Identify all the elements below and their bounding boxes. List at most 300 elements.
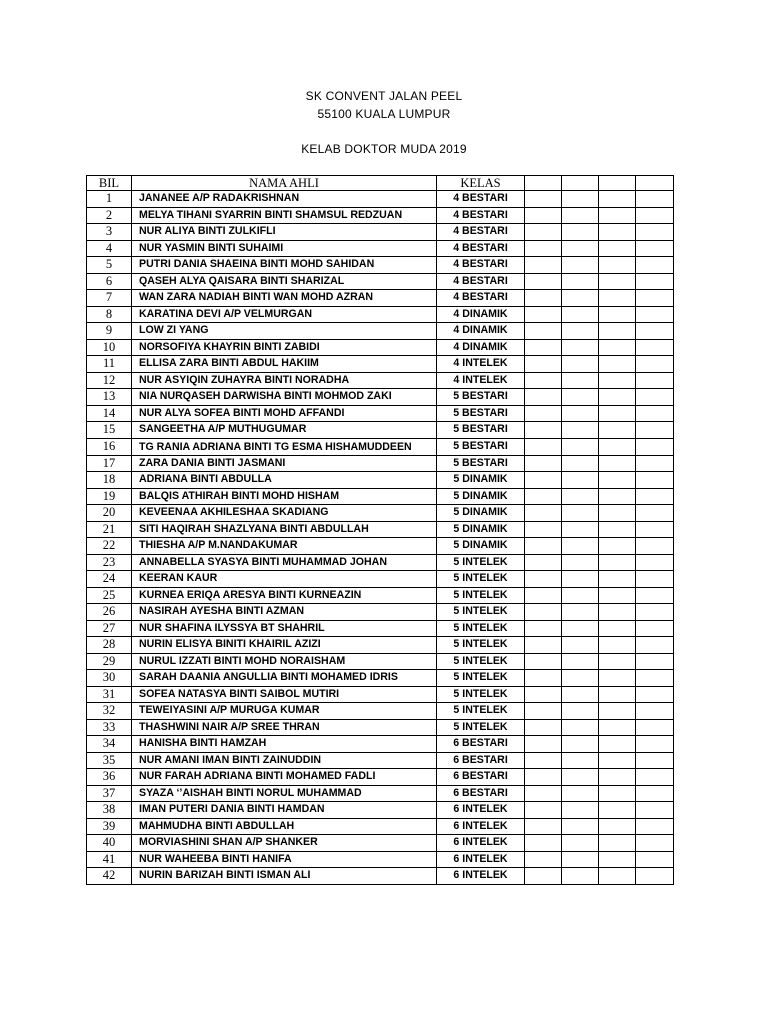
member-name: SARAH DAANIA ANGULLIA BINTI MOHAMED IDRIS	[132, 670, 437, 687]
row-number: 4	[87, 240, 132, 257]
blank-cell	[562, 323, 599, 340]
table-header-row	[87, 176, 674, 191]
blank-cell	[562, 653, 599, 670]
blank-cell	[636, 273, 674, 290]
blank-cell	[599, 521, 636, 538]
blank-cell	[599, 637, 636, 654]
blank-cell	[636, 851, 674, 868]
blank-cell	[636, 653, 674, 670]
blank-cell	[562, 356, 599, 373]
blank-cell	[525, 505, 562, 522]
member-name: ANNABELLA SYASYA BINTI MUHAMMAD JOHAN	[132, 554, 437, 571]
blank-cell	[636, 868, 674, 885]
row-number: 35	[87, 752, 132, 769]
member-class: 4 BESTARI	[437, 224, 525, 241]
blank-cell	[636, 686, 674, 703]
member-class: 5 DINAMIK	[437, 472, 525, 489]
member-class: 5 DINAMIK	[437, 521, 525, 538]
blank-cell	[525, 207, 562, 224]
member-name: KEERAN KAUR	[132, 571, 437, 588]
blank-cell	[525, 422, 562, 439]
blank-cell	[525, 604, 562, 621]
blank-cell	[599, 538, 636, 555]
row-number: 14	[87, 405, 132, 422]
blank-cell	[562, 488, 599, 505]
table-row	[87, 818, 674, 835]
blank-cell	[636, 604, 674, 621]
blank-cell	[562, 191, 599, 208]
blank-cell	[525, 868, 562, 885]
member-name: BALQIS ATHIRAH BINTI MOHD HISHAM	[132, 488, 437, 505]
school-name: SK CONVENT JALAN PEEL	[305, 89, 463, 103]
member-name: SANGEETHA A/P MUTHUGUMAR	[132, 422, 437, 439]
blank-cell	[562, 472, 599, 489]
blank-cell	[636, 290, 674, 307]
blank-cell	[599, 306, 636, 323]
table-row	[87, 455, 674, 472]
blank-cell	[562, 670, 599, 687]
member-class: 5 INTELEK	[437, 719, 525, 736]
blank-cell	[636, 405, 674, 422]
blank-cell	[562, 802, 599, 819]
member-name: MAHMUDHA BINTI ABDULLAH	[132, 818, 437, 835]
table-row	[87, 752, 674, 769]
blank-cell	[562, 273, 599, 290]
row-number: 5	[87, 257, 132, 274]
row-number: 13	[87, 389, 132, 406]
member-class: 5 BESTARI	[437, 455, 525, 472]
row-number: 18	[87, 472, 132, 489]
member-name: MORVIASHINI SHAN A/P SHANKER	[132, 835, 437, 852]
blank-cell	[599, 670, 636, 687]
row-number: 16	[87, 438, 132, 455]
member-name: HANISHA BINTI HAMZAH	[132, 736, 437, 753]
member-class: 5 DINAMIK	[437, 505, 525, 522]
table-row	[87, 472, 674, 489]
table-row	[87, 686, 674, 703]
blank-cell	[525, 372, 562, 389]
blank-cell	[599, 868, 636, 885]
member-name: KARATINA DEVI A/P VELMURGAN	[132, 306, 437, 323]
blank-cell	[636, 835, 674, 852]
blank-cell	[525, 472, 562, 489]
row-number: 22	[87, 538, 132, 555]
member-class: 6 INTELEK	[437, 835, 525, 852]
member-name: SITI HAQIRAH SHAZLYANA BINTI ABDULLAH	[132, 521, 437, 538]
blank-cell	[599, 488, 636, 505]
member-class: 6 BESTARI	[437, 736, 525, 753]
table-row	[87, 538, 674, 555]
member-class: 6 BESTARI	[437, 769, 525, 786]
blank-cell	[599, 736, 636, 753]
blank-cell	[562, 372, 599, 389]
member-class: 5 INTELEK	[437, 637, 525, 654]
blank-header-cell	[525, 176, 562, 191]
blank-cell	[525, 785, 562, 802]
member-name: THASHWINI NAIR A/P SREE THRAN	[132, 719, 437, 736]
blank-cell	[636, 571, 674, 588]
row-number: 29	[87, 653, 132, 670]
blank-cell	[525, 571, 562, 588]
member-class: 5 DINAMIK	[437, 488, 525, 505]
member-class: 4 INTELEK	[437, 372, 525, 389]
table-row	[87, 224, 674, 241]
blank-cell	[525, 653, 562, 670]
member-class: 4 BESTARI	[437, 257, 525, 274]
blank-cell	[599, 257, 636, 274]
blank-cell	[525, 752, 562, 769]
blank-cell	[525, 257, 562, 274]
row-number: 8	[87, 306, 132, 323]
member-class: 4 BESTARI	[437, 273, 525, 290]
blank-cell	[636, 339, 674, 356]
blank-cell	[599, 505, 636, 522]
blank-cell	[636, 323, 674, 340]
blank-cell	[599, 604, 636, 621]
table-row	[87, 719, 674, 736]
table-row	[87, 868, 674, 885]
blank-cell	[562, 207, 599, 224]
row-number: 38	[87, 802, 132, 819]
blank-cell	[599, 653, 636, 670]
blank-cell	[525, 538, 562, 555]
table-row	[87, 240, 674, 257]
blank-cell	[636, 372, 674, 389]
member-name: KURNEA ERIQA ARESYA BINTI KURNEAZIN	[132, 587, 437, 604]
member-class: 6 BESTARI	[437, 752, 525, 769]
blank-cell	[636, 257, 674, 274]
member-class: 5 BESTARI	[437, 389, 525, 406]
blank-cell	[525, 438, 562, 455]
column-header-bil: BIL	[87, 176, 132, 191]
blank-cell	[562, 389, 599, 406]
row-number: 33	[87, 719, 132, 736]
table-row	[87, 306, 674, 323]
row-number: 30	[87, 670, 132, 687]
row-number: 7	[87, 290, 132, 307]
blank-cell	[562, 752, 599, 769]
table-row	[87, 438, 674, 455]
table-row	[87, 736, 674, 753]
blank-cell	[636, 719, 674, 736]
member-name: NIA NURQASEH DARWISHA BINTI MOHMOD ZAKI	[132, 389, 437, 406]
blank-cell	[636, 752, 674, 769]
school-address: 55100 KUALA LUMPUR	[317, 107, 451, 121]
member-class: 5 BESTARI	[437, 438, 525, 455]
member-name: NURUL IZZATI BINTI MOHD NORAISHAM	[132, 653, 437, 670]
blank-cell	[525, 521, 562, 538]
blank-cell	[562, 306, 599, 323]
blank-cell	[636, 785, 674, 802]
table-row	[87, 802, 674, 819]
member-name: NUR SHAFINA ILYSSYA BT SHAHRIL	[132, 620, 437, 637]
blank-cell	[636, 587, 674, 604]
blank-cell	[599, 405, 636, 422]
member-name: NUR ASYIQIN ZUHAYRA BINTI NORADHA	[132, 372, 437, 389]
blank-cell	[599, 472, 636, 489]
blank-cell	[525, 273, 562, 290]
table-row	[87, 405, 674, 422]
blank-cell	[525, 405, 562, 422]
row-number: 10	[87, 339, 132, 356]
blank-cell	[525, 769, 562, 786]
blank-cell	[525, 851, 562, 868]
blank-cell	[562, 240, 599, 257]
blank-cell	[525, 356, 562, 373]
blank-header-cell	[636, 176, 674, 191]
table-row	[87, 769, 674, 786]
blank-cell	[636, 224, 674, 241]
table-row	[87, 620, 674, 637]
blank-cell	[636, 538, 674, 555]
blank-cell	[599, 802, 636, 819]
blank-cell	[636, 637, 674, 654]
member-class: 4 DINAMIK	[437, 306, 525, 323]
table-row	[87, 653, 674, 670]
blank-cell	[525, 290, 562, 307]
blank-cell	[636, 736, 674, 753]
blank-cell	[599, 752, 636, 769]
blank-cell	[599, 389, 636, 406]
blank-cell	[562, 868, 599, 885]
blank-cell	[599, 554, 636, 571]
member-name: JANANEE A/P RADAKRISHNAN	[132, 191, 437, 208]
member-class: 6 INTELEK	[437, 818, 525, 835]
table-row	[87, 587, 674, 604]
row-number: 37	[87, 785, 132, 802]
blank-cell	[525, 637, 562, 654]
blank-cell	[599, 207, 636, 224]
blank-cell	[599, 438, 636, 455]
row-number: 39	[87, 818, 132, 835]
blank-cell	[599, 686, 636, 703]
row-number: 32	[87, 703, 132, 720]
blank-cell	[562, 818, 599, 835]
blank-cell	[562, 505, 599, 522]
member-name: ADRIANA BINTI ABDULLA	[132, 472, 437, 489]
member-name: THIESHA A/P M.NANDAKUMAR	[132, 538, 437, 555]
blank-cell	[636, 356, 674, 373]
blank-cell	[525, 736, 562, 753]
blank-cell	[525, 323, 562, 340]
member-name: NURIN BARIZAH BINTI ISMAN ALI	[132, 868, 437, 885]
row-number: 27	[87, 620, 132, 637]
table-row	[87, 422, 674, 439]
blank-cell	[599, 372, 636, 389]
member-name: NUR ALIYA BINTI ZULKIFLI	[132, 224, 437, 241]
member-name: QASEH ALYA QAISARA BINTI SHARIZAL	[132, 273, 437, 290]
blank-cell	[636, 389, 674, 406]
row-number: 28	[87, 637, 132, 654]
club-title: KELAB DOKTOR MUDA 2019	[301, 142, 467, 156]
member-name: NUR FARAH ADRIANA BINTI MOHAMED FADLI	[132, 769, 437, 786]
blank-cell	[562, 851, 599, 868]
table-row	[87, 389, 674, 406]
blank-cell	[636, 703, 674, 720]
row-number: 21	[87, 521, 132, 538]
member-class: 4 DINAMIK	[437, 323, 525, 340]
member-class: 5 BESTARI	[437, 405, 525, 422]
row-number: 24	[87, 571, 132, 588]
member-class: 5 DINAMIK	[437, 538, 525, 555]
member-class: 5 INTELEK	[437, 686, 525, 703]
blank-cell	[525, 587, 562, 604]
table-row	[87, 323, 674, 340]
member-class: 4 BESTARI	[437, 207, 525, 224]
table-row	[87, 207, 674, 224]
row-number: 25	[87, 587, 132, 604]
member-name: MELYA TIHANI SYARRIN BINTI SHAMSUL REDZUAN	[132, 207, 437, 224]
blank-cell	[636, 521, 674, 538]
table-row	[87, 670, 674, 687]
row-number: 9	[87, 323, 132, 340]
member-class: 4 BESTARI	[437, 240, 525, 257]
blank-cell	[599, 224, 636, 241]
blank-cell	[525, 802, 562, 819]
row-number: 15	[87, 422, 132, 439]
member-name: LOW ZI YANG	[132, 323, 437, 340]
blank-cell	[636, 422, 674, 439]
member-class: 5 INTELEK	[437, 620, 525, 637]
blank-cell	[636, 240, 674, 257]
blank-cell	[599, 339, 636, 356]
blank-cell	[562, 620, 599, 637]
blank-cell	[525, 620, 562, 637]
blank-cell	[562, 339, 599, 356]
blank-cell	[562, 686, 599, 703]
row-number: 3	[87, 224, 132, 241]
member-class: 5 BESTARI	[437, 422, 525, 439]
member-name: NUR YASMIN BINTI SUHAIMI	[132, 240, 437, 257]
blank-cell	[525, 554, 562, 571]
member-class: 6 INTELEK	[437, 802, 525, 819]
table-row	[87, 604, 674, 621]
blank-cell	[636, 207, 674, 224]
member-class: 5 INTELEK	[437, 703, 525, 720]
row-number: 12	[87, 372, 132, 389]
blank-cell	[636, 670, 674, 687]
row-number: 19	[87, 488, 132, 505]
blank-cell	[599, 290, 636, 307]
table-row	[87, 290, 674, 307]
blank-cell	[636, 505, 674, 522]
table-row	[87, 521, 674, 538]
member-class: 4 BESTARI	[437, 191, 525, 208]
member-class: 4 BESTARI	[437, 290, 525, 307]
blank-cell	[562, 422, 599, 439]
blank-cell	[636, 620, 674, 637]
member-class: 5 INTELEK	[437, 554, 525, 571]
blank-cell	[599, 587, 636, 604]
member-class: 5 INTELEK	[437, 604, 525, 621]
member-name: KEVEENAA AKHILESHAA SKADIANG	[132, 505, 437, 522]
blank-cell	[599, 835, 636, 852]
member-class: 5 INTELEK	[437, 587, 525, 604]
blank-cell	[562, 224, 599, 241]
table-row	[87, 191, 674, 208]
member-class: 6 BESTARI	[437, 785, 525, 802]
table-row	[87, 571, 674, 588]
column-header-kelas: KELAS	[437, 176, 525, 191]
blank-cell	[562, 290, 599, 307]
blank-cell	[562, 538, 599, 555]
row-number: 41	[87, 851, 132, 868]
blank-cell	[525, 835, 562, 852]
member-class: 5 INTELEK	[437, 670, 525, 687]
blank-cell	[562, 438, 599, 455]
blank-cell	[599, 620, 636, 637]
blank-cell	[525, 240, 562, 257]
blank-cell	[599, 818, 636, 835]
blank-cell	[562, 719, 599, 736]
row-number: 20	[87, 505, 132, 522]
member-table	[86, 175, 674, 885]
row-number: 31	[87, 686, 132, 703]
blank-cell	[525, 191, 562, 208]
member-name: NORSOFIYA KHAYRIN BINTI ZABIDI	[132, 339, 437, 356]
row-number: 26	[87, 604, 132, 621]
member-class: 6 INTELEK	[437, 868, 525, 885]
member-name: NUR AMANI IMAN BINTI ZAINUDDIN	[132, 752, 437, 769]
blank-cell	[636, 306, 674, 323]
blank-cell	[562, 769, 599, 786]
blank-cell	[525, 389, 562, 406]
blank-cell	[636, 455, 674, 472]
member-name: NUR WAHEEBA BINTI HANIFA	[132, 851, 437, 868]
table-row	[87, 554, 674, 571]
member-name: TG RANIA ADRIANA BINTI TG ESMA HISHAMUDDEEN	[132, 438, 437, 455]
column-header-nama-ahli: NAMA AHLI	[132, 176, 437, 191]
row-number: 23	[87, 554, 132, 571]
blank-cell	[599, 571, 636, 588]
blank-cell	[525, 670, 562, 687]
blank-cell	[525, 703, 562, 720]
blank-cell	[599, 851, 636, 868]
blank-cell	[599, 719, 636, 736]
blank-cell	[525, 719, 562, 736]
blank-cell	[599, 455, 636, 472]
member-name: NURIN ELISYA BINITI KHAIRIL AZIZI	[132, 637, 437, 654]
blank-cell	[525, 818, 562, 835]
member-class: 5 INTELEK	[437, 571, 525, 588]
blank-cell	[636, 818, 674, 835]
blank-cell	[636, 191, 674, 208]
blank-cell	[562, 554, 599, 571]
member-name: ELLISA ZARA BINTI ABDUL HAKIIM	[132, 356, 437, 373]
blank-cell	[562, 571, 599, 588]
blank-cell	[636, 802, 674, 819]
blank-cell	[562, 587, 599, 604]
row-number: 42	[87, 868, 132, 885]
blank-cell	[562, 455, 599, 472]
row-number: 34	[87, 736, 132, 753]
member-name: ZARA DANIA BINTI JASMANI	[132, 455, 437, 472]
blank-cell	[525, 455, 562, 472]
blank-cell	[562, 257, 599, 274]
blank-cell	[525, 306, 562, 323]
blank-cell	[525, 339, 562, 356]
member-rows	[87, 191, 674, 885]
blank-cell	[636, 769, 674, 786]
table-row	[87, 505, 674, 522]
member-name: WAN ZARA NADIAH BINTI WAN MOHD AZRAN	[132, 290, 437, 307]
member-class: 4 INTELEK	[437, 356, 525, 373]
blank-cell	[562, 604, 599, 621]
blank-cell	[562, 736, 599, 753]
blank-cell	[599, 703, 636, 720]
row-number: 1	[87, 191, 132, 208]
blank-cell	[599, 323, 636, 340]
